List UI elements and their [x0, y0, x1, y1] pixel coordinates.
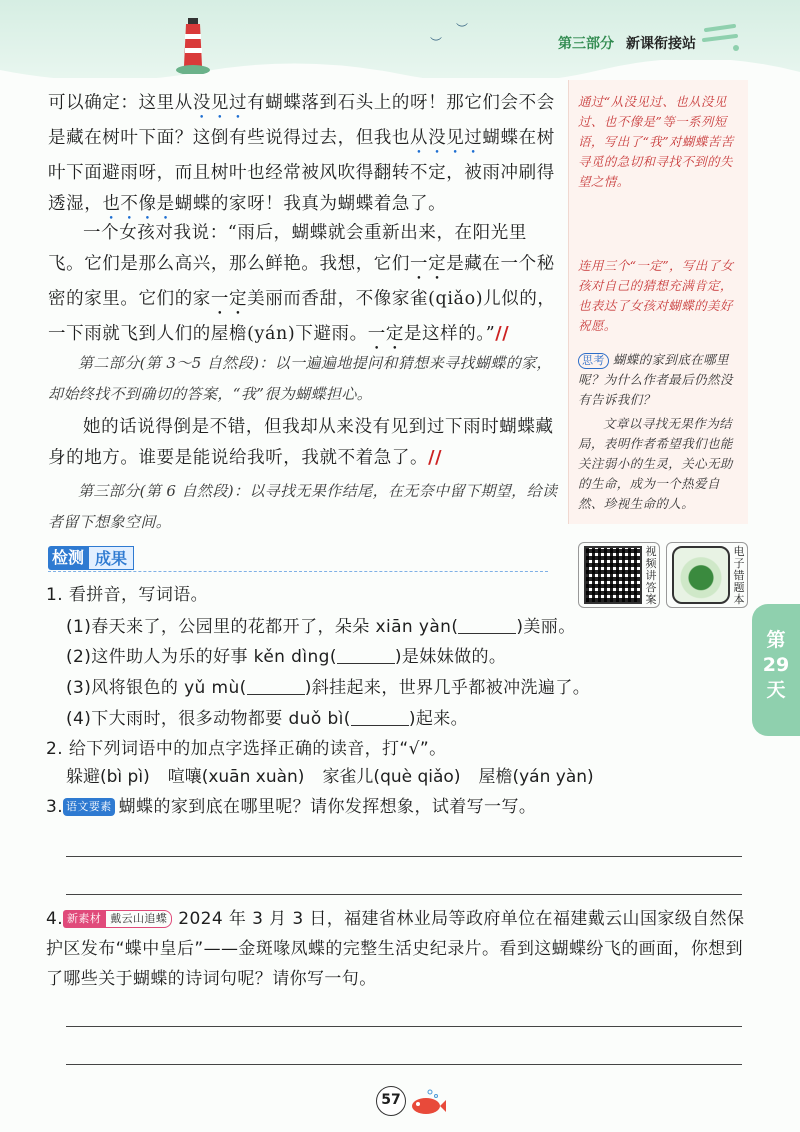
side-note-1: 通过“从没见过、也从没见过、也不像是”等一系列短语，写出了“我”对蝴蝶苦苦寻觅的急切和寻找不到的失望之情。 — [578, 94, 734, 189]
question-1-item-3 — [66, 675, 746, 701]
question-3 — [46, 794, 746, 820]
dotted-phrase: 没见过 — [192, 93, 248, 113]
part-label: 第三部分 — [558, 36, 614, 52]
answer-line[interactable] — [66, 1064, 742, 1065]
answer-line[interactable] — [66, 1026, 742, 1027]
question-number: 4. — [46, 909, 64, 929]
think-answer: 文章以寻找无果作为结局，表明作者希望我们也能关注弱小的生灵，关心无助的生命，成为一个热爱自然、珍视生命的人。 — [578, 416, 733, 511]
text-run: 她的话说得倒是不错，但我却从来没有见到过下雨时蝴蝶藏身的地方。谁要是能说给我听，我就不着急了。 — [48, 417, 554, 468]
text-run: 蝴蝶的家呀！我真为蝴蝶着急了。 — [174, 194, 447, 214]
question-4 — [46, 904, 746, 994]
divider — [48, 571, 548, 572]
check-heading-part-2: 成果 — [88, 546, 134, 570]
bird-icon: ︶ — [430, 36, 443, 50]
day-number: 29 — [762, 654, 790, 676]
text-run: 可以确定：这里从 — [48, 93, 193, 113]
text-run: 美丽而香甜，不像家雀(qiǎo)儿似的，一下雨就飞到人们的屋檐(yán)下避雨。 — [48, 289, 556, 344]
question-1-item-2 — [66, 644, 746, 670]
answer-blank[interactable] — [351, 708, 409, 726]
pronunciation-option[interactable]: 屋檐(yán yàn) — [478, 767, 594, 787]
dotted-phrase: 从没见过 — [410, 128, 483, 148]
paragraph-1 — [48, 88, 560, 224]
video-answer-caption: 视频讲答案 — [645, 545, 657, 606]
think-tag: 思考 — [578, 353, 609, 369]
section-break-mark: // — [495, 324, 510, 344]
question-2-title: 2. 给下列词语中的加点字选择正确的读音，打“√”。 — [46, 739, 447, 759]
answer-blank[interactable] — [458, 616, 516, 634]
dotted-phrase: 一定 — [410, 254, 447, 274]
language-element-tag: 语文要素 — [63, 798, 115, 816]
text-run: (3)风将银色的 yǔ mù( — [66, 678, 247, 698]
dotted-phrase: 一定 — [367, 324, 404, 344]
answer-blank[interactable] — [247, 677, 305, 695]
side-note-2: 连用三个“一定”，写出了女孩对自己的猜想充满肯定，也表达了女孩对蝴蝶的美好祝愿。 — [578, 258, 734, 333]
text-run: 蝴蝶在树叶下面避雨呀，而且树叶也经常被风吹得翻转不定，被雨冲刷得透湿， — [48, 128, 555, 214]
section-label: 新课衔接站 — [626, 36, 696, 52]
text-run: (1)春天来了，公园里的花都开了，朵朵 xiān yàn( — [66, 617, 459, 637]
pronunciation-option[interactable]: 家雀儿(què qiǎo) — [322, 767, 461, 787]
question-1-item-4 — [66, 706, 746, 732]
day-tab-line: 天 — [766, 679, 786, 701]
question-1-item-1 — [66, 614, 746, 640]
question-2-options — [66, 764, 746, 790]
structure-note-2: 第三部分(第 6 自然段)：以寻找无果作结尾，在无奈中留下期望，给读者留下想象空间。 — [48, 482, 558, 531]
question-1-title: 1. 看拼音，写词语。 — [46, 585, 209, 605]
error-book-caption: 电子错题本 — [733, 545, 745, 606]
text-run: 是这样的。” — [403, 324, 496, 344]
paragraph-2 — [48, 218, 560, 354]
think-question: 蝴蝶的家到底在哪里呢？为什么作者最后仍然没有告诉我们？ — [578, 352, 733, 407]
text-run: )起来。 — [408, 709, 469, 729]
day-tab-line: 第 — [766, 629, 786, 651]
pronunciation-option[interactable]: 躲避(bì pì) — [66, 767, 150, 787]
text-run: )是妹妹做的。 — [394, 647, 507, 667]
text-run: (2)这件助人为乐的好事 kěn dìng( — [66, 647, 337, 667]
section-break-mark: // — [428, 448, 443, 468]
think-box — [578, 350, 744, 410]
dotted-phrase: 也不像是 — [102, 194, 175, 214]
text-run: )斜挂起来，世界几乎都被冲洗遍了。 — [304, 678, 591, 698]
check-heading — [48, 546, 134, 570]
topic-tag: 戴云山追蝶 — [105, 910, 172, 928]
bird-icon: ︶ — [456, 22, 469, 36]
question-number: 3. — [46, 797, 64, 817]
answer-line[interactable] — [66, 894, 742, 895]
day-tab — [752, 604, 800, 736]
text-run: (4)下大雨时，很多动物都要 duǒ bì( — [66, 709, 351, 729]
page-number: 57 — [376, 1086, 406, 1116]
check-heading-part-1: 检测 — [48, 546, 88, 570]
question-4-text: 2024 年 3 月 3 日，福建省林业局等政府单位在福建戴云山国家级自然保护区发布“蝶中皇后”——金斑喙凤蝶的完整生活史纪录片。看到这蝴蝶纷飞的画面，你想到了哪些关于蝴蝶的诗词句呢？请你写一句。 — [46, 909, 745, 989]
answer-blank[interactable] — [337, 646, 395, 664]
question-3-text: 蝴蝶的家到底在哪里呢？请你发挥想象，试着写一写。 — [118, 797, 537, 817]
pronunciation-option[interactable]: 喧嚷(xuān xuàn) — [167, 767, 305, 787]
text-run: )美丽。 — [516, 617, 576, 637]
lighthouse-icon — [176, 14, 210, 74]
text-run: 一个女孩对我说：“雨后，蝴蝶就会重新出来，在阳光里飞。它们是那么高兴，那么鲜艳。我想，它们 — [48, 223, 527, 274]
decoration-icon — [700, 22, 740, 52]
fish-icon — [406, 1088, 446, 1118]
answer-line[interactable] — [66, 856, 742, 857]
new-material-tag: 新素材 — [63, 910, 105, 928]
text-run: 有蝴蝶落到石头上的呀！那它们会不会是藏在树叶下面？这倒有些说得过去，但我也 — [48, 93, 555, 148]
dotted-phrase: 一定 — [210, 289, 248, 309]
paragraph-3 — [48, 412, 560, 474]
structure-note-1: 第二部分(第 3～5 自然段)：以一遍遍地提问和猜想来寻找蝴蝶的家，却始终找不到确切的答案，“我”很为蝴蝶担心。 — [48, 354, 552, 403]
text-run: 是藏在一个秘密的家里。它们的家 — [48, 254, 555, 309]
